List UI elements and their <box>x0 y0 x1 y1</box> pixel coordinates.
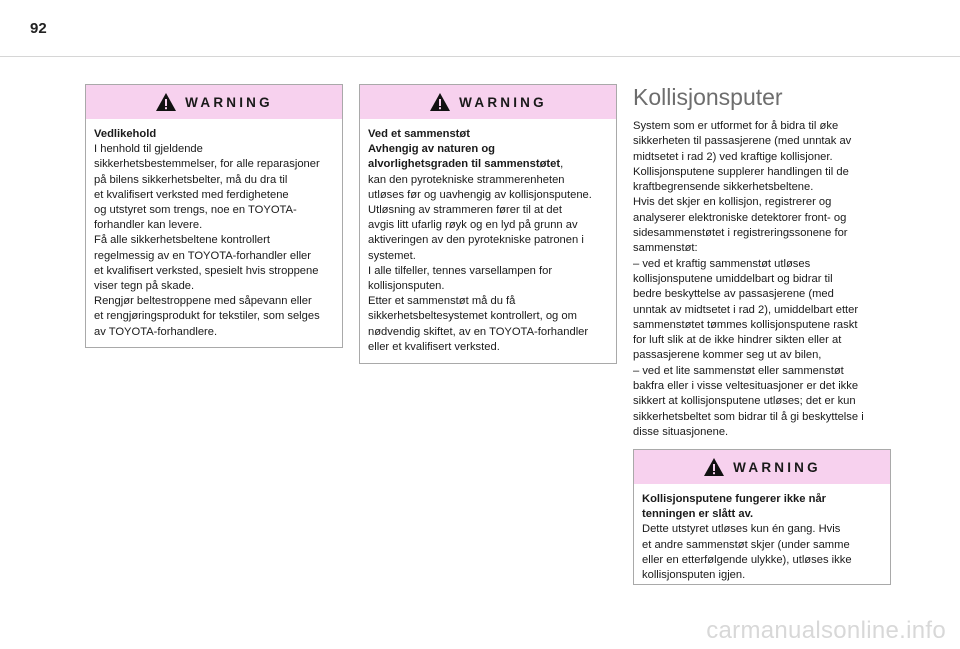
warning-body <box>86 119 342 348</box>
body-text: utløses før og uavhengig av kollisjonsputene. <box>368 188 592 201</box>
body-text: kan den pyrotekniske strammerenheten <box>368 173 565 186</box>
text-line <box>368 127 608 142</box>
body-text: av TOYOTA-forhandlere. <box>94 325 218 338</box>
text-line <box>368 279 608 294</box>
body-text: Etter et sammenstøt må du få <box>368 295 516 308</box>
text-line <box>94 233 334 248</box>
body-text: på bilens sikkerhetsbelter, må du dra til <box>94 173 288 186</box>
body-text: sikkerhetsbestemmelser, for alle reparasjoner <box>94 158 320 171</box>
section-line: for luft slik at de ikke hindrer sikten eller at <box>633 334 842 347</box>
body-text: aktiveringen av den pyrotekniske patronen i <box>368 234 584 247</box>
body-text: sikkerhetsbeltesystemet kontrollert, og om <box>368 310 577 323</box>
section-line: passasjerene kommer seg ut av bilen, <box>633 349 822 362</box>
text-line <box>642 538 882 553</box>
body-text: Utløsning av strammeren fører til at det <box>368 204 562 217</box>
warning-title: WARNING <box>459 94 547 110</box>
text-line <box>368 142 608 157</box>
warning-triangle-icon <box>703 457 725 477</box>
body-text: nødvendig skiftet, av en TOYOTA-forhandler <box>368 325 589 338</box>
text-line <box>642 568 882 583</box>
text-line <box>368 340 608 355</box>
warning-box-maintenance <box>85 84 343 348</box>
bold-text: tenningen er slått av. <box>642 508 754 521</box>
bold-text: Vedlikehold <box>94 128 157 140</box>
section-line: analyserer elektroniske detektorer front- og <box>633 211 847 224</box>
watermark: carmanualsonline.info <box>706 617 946 644</box>
header-divider <box>0 56 960 57</box>
text-line <box>368 309 608 324</box>
warning-title: WARNING <box>733 459 821 475</box>
body-text: et rengjøringsprodukt for tekstiler, som selges <box>94 310 320 323</box>
body-text: I henhold til gjeldende <box>94 143 203 156</box>
warning-title: WARNING <box>185 94 273 110</box>
warning-box-collision <box>359 84 617 364</box>
section-line: sikkert at kollisjonsputene utløses; det er kun <box>633 395 856 408</box>
punctuation: , <box>560 158 564 171</box>
text-line <box>368 325 608 340</box>
section-line: bakfra eller i visse veltesituasjoner er det ikke <box>633 380 859 393</box>
section-title: Kollisjonsputer <box>633 84 783 110</box>
section-line: – ved et kraftig sammenstøt utløses <box>633 257 811 270</box>
body-text: Rengjør beltestroppene med såpevann eller <box>94 295 312 308</box>
body-text: et andre sammenstøt skjer (under samme <box>642 538 850 551</box>
section-line: unntak av midtsetet i rad 2), umiddelbart etter <box>633 303 859 316</box>
text-line <box>94 279 334 294</box>
page-number: 92 <box>30 20 47 37</box>
text-line <box>94 157 334 172</box>
text-line <box>368 233 608 248</box>
text-line <box>368 218 608 233</box>
section-line: sidesammenstøtet i registreringssonene for <box>633 227 848 240</box>
text-line <box>94 203 334 218</box>
text-line <box>642 522 882 537</box>
text-line <box>368 157 608 172</box>
text-line <box>368 203 608 218</box>
warning-triangle-icon <box>155 92 177 112</box>
section-line: Hvis det skjer en kollisjon, registrerer og <box>633 196 832 209</box>
section-line: kollisjonsputene umiddelbart og bidrar til <box>633 272 833 285</box>
section-line: midtsetet i rad 2) ved kraftige kollisjoner. <box>633 150 833 163</box>
section-line: sikkerheten til passasjerene (med unntak av <box>633 135 852 148</box>
section-text <box>633 119 893 440</box>
body-text: eller et kvalifisert verksted. <box>368 340 500 353</box>
text-line <box>368 294 608 309</box>
text-line <box>368 173 608 188</box>
text-line <box>94 264 334 279</box>
warning-triangle-icon <box>429 92 451 112</box>
text-line <box>94 188 334 203</box>
body-text: Få alle sikkerhetsbeltene kontrollert <box>94 234 270 247</box>
section-line: kraftbegrensende sikkerhetsbeltene. <box>633 181 814 194</box>
body-text: eller en etterfølgende ulykke), utløses ikke <box>642 553 852 566</box>
warning-body <box>634 484 890 591</box>
section-line: disse situasjonene. <box>633 425 729 438</box>
text-line <box>94 309 334 324</box>
text-line <box>368 249 608 264</box>
section-line: System som er utformet for å bidra til øke <box>633 120 839 132</box>
body-text: et kvalifisert verksted med ferdighetene <box>94 188 289 201</box>
body-text: I alle tilfeller, tennes varsellampen for <box>368 264 553 277</box>
warning-header <box>360 85 616 119</box>
bold-text: Avhengig av naturen og <box>368 143 496 156</box>
text-line <box>94 325 334 340</box>
body-text: Dette utstyret utløses kun én gang. Hvis <box>642 523 841 536</box>
body-text: kollisjonsputen igjen. <box>642 569 746 582</box>
text-line <box>94 173 334 188</box>
text-line <box>94 218 334 233</box>
airbag-section <box>633 84 893 440</box>
warning-header <box>86 85 342 119</box>
section-line: Kollisjonsputene supplerer handlingen til de <box>633 165 849 178</box>
bold-text: Kollisjonsputene fungerer ikke når <box>642 493 827 505</box>
text-line <box>642 507 882 522</box>
text-line <box>94 127 334 142</box>
section-line: sammenstøtet tømmes kollisjonsputene raskt <box>633 318 858 331</box>
section-line: – ved et lite sammenstøt eller sammenstøt <box>633 364 844 377</box>
text-line <box>94 142 334 157</box>
section-line: sammenstøt: <box>633 242 698 255</box>
warning-header <box>634 450 890 484</box>
body-text: viser tegn på skade. <box>94 280 195 293</box>
text-line <box>94 249 334 264</box>
bold-text: alvorlighetsgraden til sammenstøtet <box>368 158 561 171</box>
section-line: bedre beskyttelse av passasjerene (med <box>633 288 834 301</box>
body-text: og utstyret som trengs, noe en TOYOTA- <box>94 204 297 217</box>
body-text: regelmessig av en TOYOTA-forhandler eller <box>94 249 312 262</box>
body-text: systemet. <box>368 249 416 262</box>
body-text: avgis litt ufarlig røyk og en lyd på grunn av <box>368 219 578 232</box>
body-text: kollisjonsputen. <box>368 280 445 293</box>
text-line <box>94 294 334 309</box>
text-line <box>368 264 608 279</box>
text-line <box>642 553 882 568</box>
warning-body <box>360 119 616 363</box>
section-line: sikkerhetsbeltet som bidrar til å gi beskyttelse i <box>633 410 864 423</box>
bold-text: Ved et sammenstøt <box>368 128 470 140</box>
body-text: et kvalifisert verksted, spesielt hvis stroppene <box>94 264 319 277</box>
text-line <box>642 492 882 507</box>
text-line <box>368 188 608 203</box>
warning-box-airbag <box>633 449 891 585</box>
body-text: forhandler kan levere. <box>94 219 203 232</box>
